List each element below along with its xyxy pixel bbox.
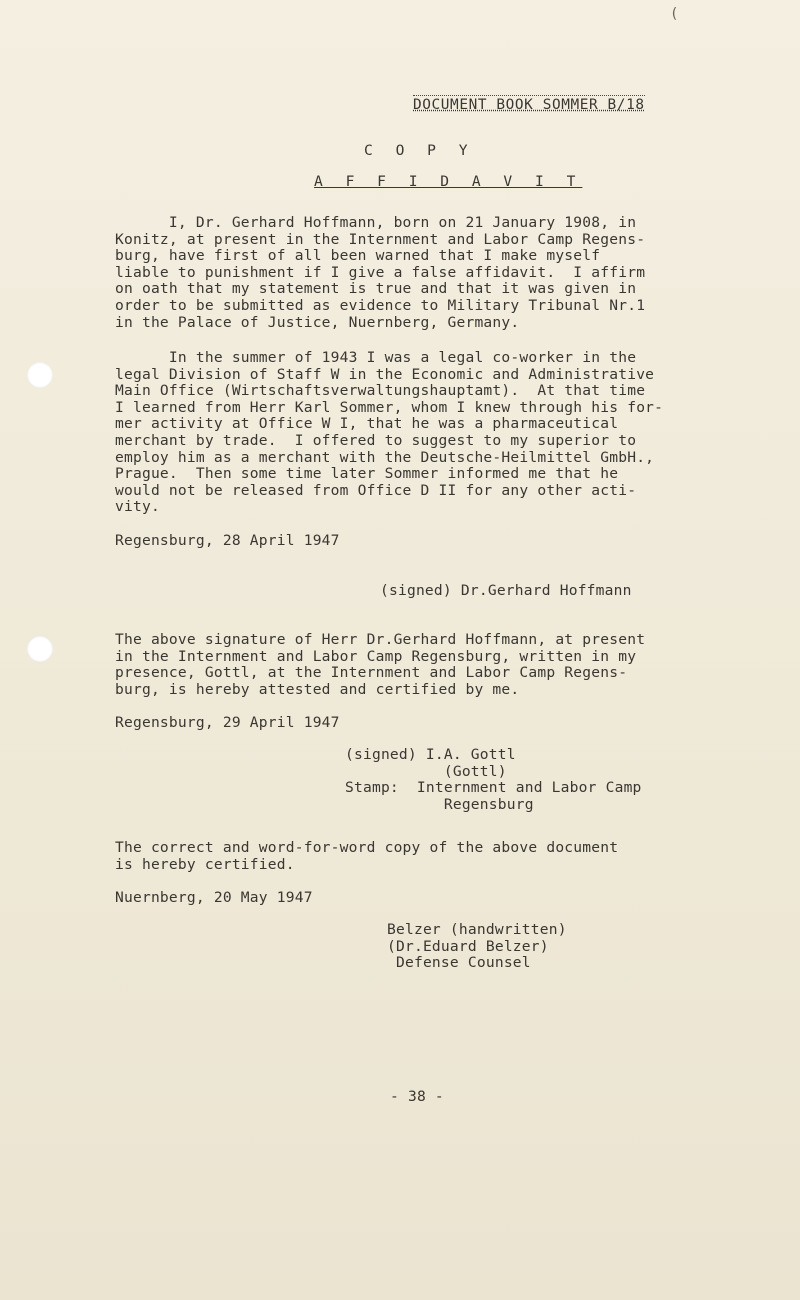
- affidavit-title: A F F I D A V I T: [314, 173, 583, 190]
- signature-belzer: Belzer (handwritten) (Dr.Eduard Belzer) Defense Counsel: [387, 921, 567, 972]
- copy-heading: C O P Y: [364, 142, 475, 159]
- place-date-hoffmann: Regensburg, 28 April 1947: [115, 532, 340, 549]
- punch-hole-bottom: [27, 636, 53, 662]
- place-date-gottl: Regensburg, 29 April 1947: [115, 714, 340, 731]
- paragraph-declaration: I, Dr. Gerhard Hoffmann, born on 21 January 1908, in Konitz, at present in the Internment and Labor Camp Regens- burg, have first of all been warned that I make myself liable to punishment if I give a false affidavit. I affirm on oath that my statement is true and that it was given in order to be submitted as evidence to Military Tribunal Nr.1 in the Palace of Justice, Nuernberg, Germany.: [115, 214, 646, 331]
- place-date-nuernberg: Nuernberg, 20 May 1947: [115, 889, 313, 906]
- paragraph-statement: In the summer of 1943 I was a legal co-worker in the legal Division of Staff W in the Economic and Administrative Main Office (Wirtschaftsverwaltungshauptamt). At that time I learned from Herr Karl Sommer, whom I knew through his for- mer activity at Office W I, that he was a pharmaceutical merchant by trade. I offered to suggest to my superior to employ him as a merchant with the Deutsche-Heilmittel GmbH., Prague. Then some time later Sommer informed me that he would not be released from Office D II for any other acti- vity.: [115, 349, 664, 516]
- paragraph-certification: The correct and word-for-word copy of the above document is hereby certified.: [115, 839, 619, 873]
- signature-gottl-stamp: (signed) I.A. Gottl (Gottl) Stamp: Internment and Labor Camp Regensburg: [345, 746, 642, 813]
- paragraph-attestation: The above signature of Herr Dr.Gerhard Hoffmann, at present in the Internment and Labor Camp Regensburg, written in my presence, Gottl, at the Internment and Labor Camp Regens- burg, is hereby attested and certified by me.: [115, 631, 646, 698]
- corner-mark: (: [670, 6, 679, 22]
- punch-hole-top: [27, 362, 53, 388]
- signature-hoffmann: (signed) Dr.Gerhard Hoffmann: [380, 582, 632, 599]
- page-number: - 38 -: [390, 1088, 444, 1105]
- document-reference: DOCUMENT BOOK SOMMER B/18: [413, 97, 645, 113]
